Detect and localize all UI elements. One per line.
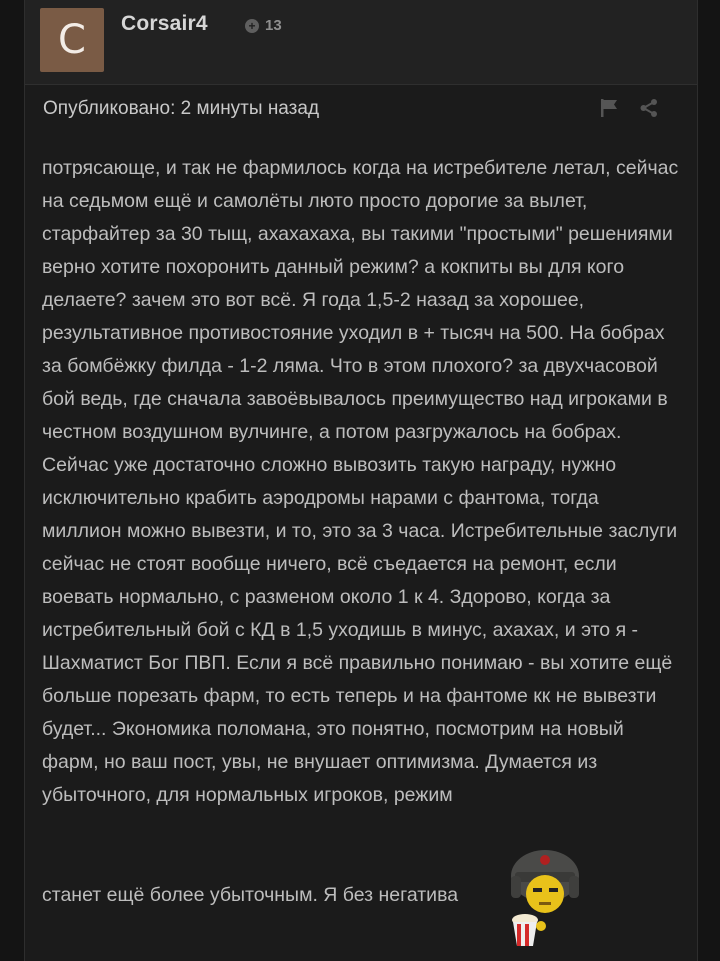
reputation-badge xyxy=(245,17,282,34)
author-header xyxy=(25,0,697,85)
forum-post xyxy=(24,0,698,961)
post-timestamp: Опубликовано: 2 минуты назад xyxy=(43,98,320,119)
reputation-count: 13 xyxy=(265,17,282,34)
avatar[interactable] xyxy=(40,8,104,72)
plus-circle-icon: + xyxy=(245,19,259,33)
flag-icon[interactable] xyxy=(599,98,621,123)
avatar-letter: C xyxy=(58,17,86,63)
post-body: потрясающе, и так не фармилось когда на истребителе летал, сейчас на седьмом ещё и самолёты люто просто дорогие за вылет, старфайтер за 30 тыщ, ахахахаха, вы такими "простыми" решениями верно хотите похоронить данный режим? а кокпиты вы для кого делаете? зачем это вот всё. Я года 1,5-2 назад за хорошее, результативное противостояние уходил в + тысяч на 500. На бобрах за бомбёжку филда - 1-2 ляма. Что в этом плохого? за двухчасовой бой ведь, где сначала завоёвывалось преимущество над игроками в честном воздушном вулчинге, а потом разгружалось на бобрах. Сейчас уже достаточно сложно вывозить такую награду, нужно исключительно крабить аэродромы нарами с фантома, тогда миллион можно вывезти, и то, это за 3 часа. Истребительные заслуги сейчас не стоят вообще ничего, всё съедается на ремонт, если воевать нормально, с разменом около 1 к 4. Здорово, когда за истребительный бой с КД в 1,5 уходишь в минус, ахахах, и это я - Шахматист Бог ПВП. Если я всё правильно понимаю - вы хотите ещё больше порезать фарм, то есть теперь и на фантоме кк не вывезти будет... Экономика поломана, это понятно, посмотрим на новый фарм, но ваш пост, увы, не внушает оптимизма. Думается из убыточного, для нормальных игроков, режим xyxy=(42,157,679,806)
post-actions xyxy=(599,98,659,123)
popcorn-tanker-emoji-icon xyxy=(505,846,589,950)
username-link[interactable]: Corsair4 xyxy=(121,12,208,35)
share-icon[interactable] xyxy=(639,98,659,123)
post-body-tail: станет ещё более убыточным. Я без негатива xyxy=(42,884,459,906)
